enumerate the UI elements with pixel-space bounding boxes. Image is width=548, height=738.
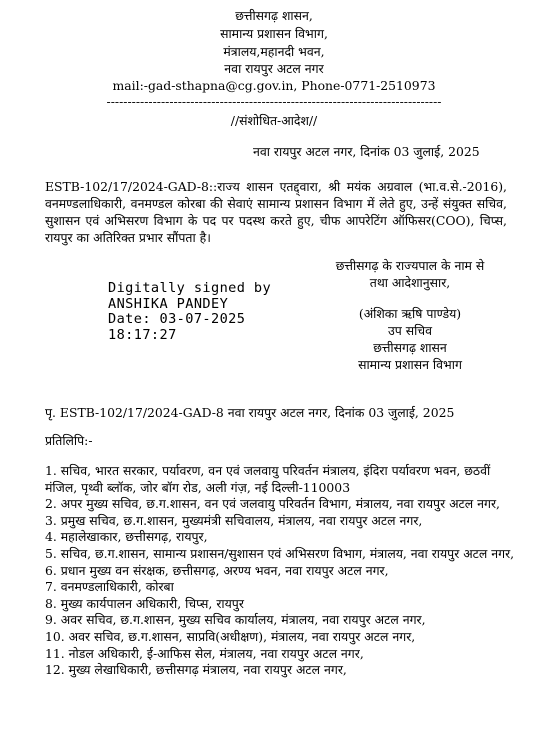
digital-signature-line-4: 18:17:27 xyxy=(108,326,177,343)
governor-line-2: तथा आदेशानुसार, xyxy=(369,275,451,290)
signatory-department: सामान्य प्रशासन विभाग xyxy=(358,357,462,372)
digital-signature-line-1: Digitally signed by xyxy=(108,280,272,296)
digital-signature-line-3: Date: 03-07-2025 xyxy=(108,311,246,328)
order-title: //संशोधित-आदेश// xyxy=(230,113,318,128)
list-item: 12. मुख्य लेखाधिकारी, छत्तीसगढ़ मंत्रालय, नवा रायपुर अटल नगर, xyxy=(45,662,347,678)
copy-label: प्रतिलिपि:- xyxy=(45,433,93,448)
list-item: 7. वनमण्डलाधिकारी, कोरबा xyxy=(45,579,174,595)
header-government: छत्तीसगढ़ शासन, xyxy=(235,8,313,23)
list-item: 5. सचिव, छ.ग.शासन, सामान्य प्रशासन/सुशासन एवं अभिसरण विभाग, मंत्रालय, नवा रायपुर अटल नगर, xyxy=(45,545,515,561)
governor-line-1: छत्तीसगढ़ के राज्यपाल के नाम से xyxy=(335,258,485,273)
header-divider: -------------------------------------------------------------------------------- xyxy=(106,94,442,109)
list-item: 2. अपर मुख्य सचिव, छ.ग.शासन, वन एवं जलवायु परिवर्तन विभाग, मंत्रालय, नवा रायपुर अटल नगर, xyxy=(45,496,500,512)
order-body: ESTB-102/17/2024-GAD-8::राज्य शासन एतद्द्वारा, श्री मयंक अग्रवाल (भा.व.से.-2016), वनमण्डलाधिकारी, वनमण्डल कोरबा की सेवाएं सामान्य प्रशासन विभाग में लेते हुए, उन्हें संयुक्त सचिव, सुशासन एवं अभिसरण विभाग के पद पर पदस्थ करते हुए, चीफ आपरेटिंग ऑफिसर(COO), चिप्स, रायपुर का अतिरिक्त प्रभार सौंपता है। xyxy=(45,179,507,245)
header-building: मंत्रालय,महानदी भवन, xyxy=(223,44,325,59)
list-item: 10. अवर सचिव, छ.ग.शासन, साप्रवि(अधीक्षण), मंत्रालय, नवा रायपुर अटल नगर, xyxy=(45,628,416,644)
digital-signature-stamp xyxy=(108,281,271,343)
header-contact: mail:-gad-sthapna@cg.gov.in, Phone-0771-2510973 xyxy=(112,78,436,93)
order-place-date: नवा रायपुर अटल नगर, दिनांक 03 जुलाई, 2025 xyxy=(253,144,480,159)
list-item: 6. प्रधान मुख्य वन संरक्षक, छत्तीसगढ़, अरण्य भवन, नवा रायपुर अटल नगर, xyxy=(45,562,389,578)
list-item: 9. अवर सचिव, छ.ग.शासन, मुख्य सचिव कार्यालय, मंत्रालय, नवा रायपुर अटल नगर, xyxy=(45,612,426,628)
list-item: 11. नोडल अधिकारी, ई-आफिस सेल, मंत्रालय, नवा रायपुर अटल नगर, xyxy=(45,645,364,661)
list-item: 4. महालेखाकार, छत्तीसगढ़, रायपुर, xyxy=(45,529,208,545)
digital-signature-line-2: ANSHIKA PANDEY xyxy=(108,295,229,312)
copy-list xyxy=(45,463,515,679)
header-department: सामान्य प्रशासन विभाग, xyxy=(220,26,328,41)
signatory-designation: उप सचिव xyxy=(387,323,433,338)
signatory-name: (अंशिका ऋषि पाण्डेय) xyxy=(358,306,462,321)
list-item: 3. प्रमुख सचिव, छ.ग.शासन, मुख्यमंत्री सचिवालय, मंत्रालय, नवा रायपुर अटल नगर, xyxy=(45,512,423,528)
endorsement-reference: पृ. ESTB-102/17/2024-GAD-8 नवा रायपुर अटल नगर, दिनांक 03 जुलाई, 2025 xyxy=(45,405,455,420)
list-item: 8. मुख्य कार्यपालन अधिकारी, चिप्स, रायपुर xyxy=(45,595,244,611)
signatory-block xyxy=(300,305,520,373)
header-city: नवा रायपुर अटल नगर xyxy=(224,61,324,76)
signatory-government: छत्तीसगढ़ शासन xyxy=(373,340,447,355)
governor-authority xyxy=(300,257,520,291)
list-item: 1. सचिव, भारत सरकार, पर्यावरण, वन एवं जलवायु परिवर्तन मंत्रालय, इंदिरा पर्यावरण भवन, छठवीं मंजिल, पृथ्वी ब्लॉक, जोर बॉग रोड, अली गंज़, नई दिल्ली-110003 xyxy=(45,463,491,495)
